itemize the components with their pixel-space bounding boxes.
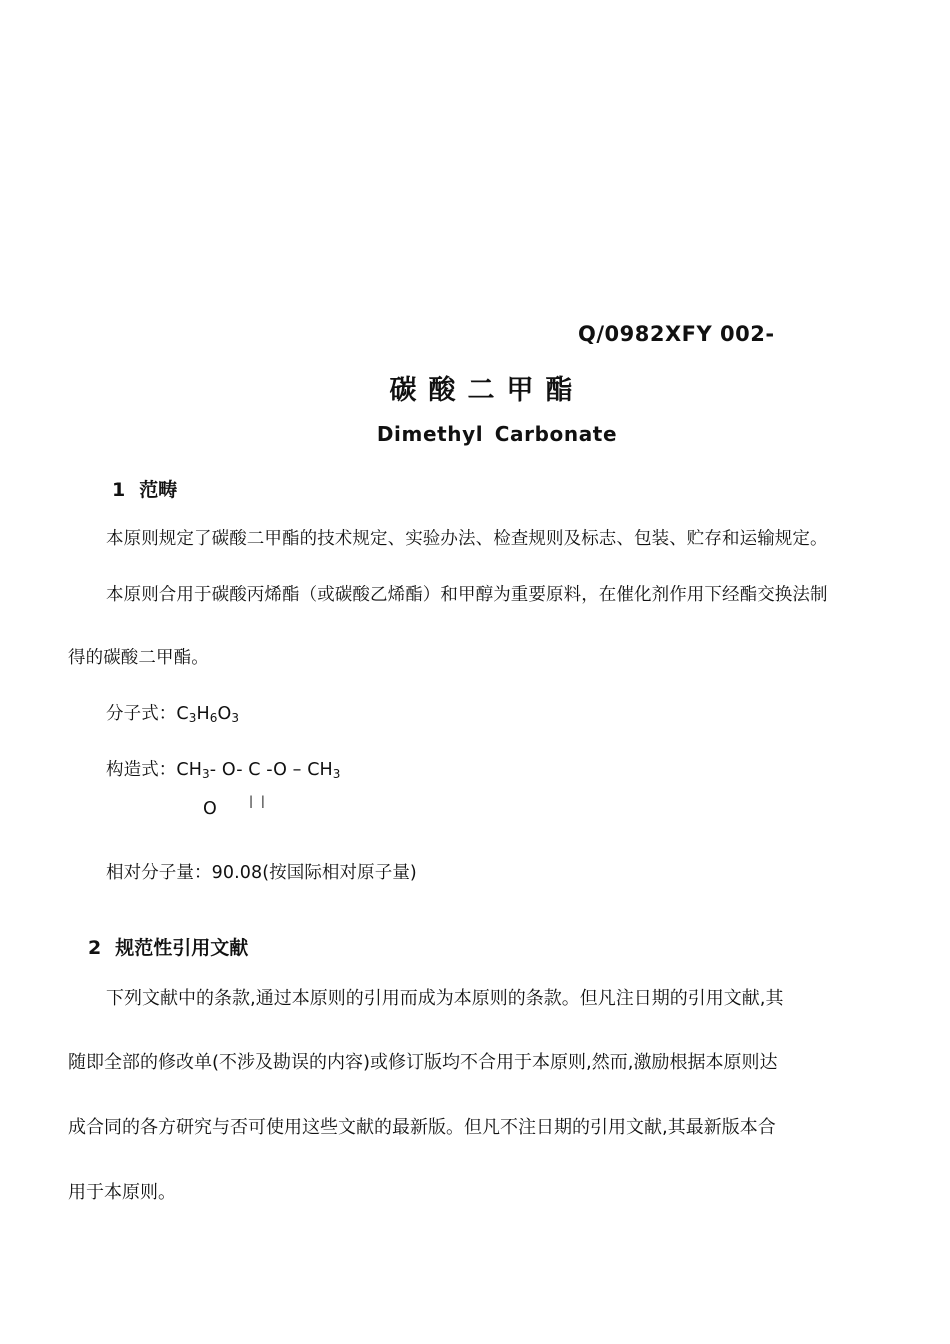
- section-1-heading: [112, 475, 177, 502]
- structural-formula: [106, 756, 341, 781]
- molecular-formula-label: 分子式：: [106, 704, 177, 724]
- references-line-4: 用于本原则。: [68, 1182, 176, 1203]
- molecular-formula: [106, 700, 239, 725]
- section-2-number: 2: [88, 937, 102, 959]
- structure-middle: - O- C -O – CH: [209, 760, 333, 780]
- formula-o: O: [217, 704, 232, 724]
- scope-paragraph-1: 本原则规定了碳酸二甲酯的技术规定、实验办法、检查规则及标志、包装、贮存和运输规定。: [106, 529, 828, 549]
- references-line-1: 下列文献中的条款,通过本原则的引用而成为本原则的条款。但凡注日期的引用文献,其: [106, 988, 784, 1009]
- structure-double-bond: | |: [249, 794, 267, 808]
- scope-paragraph-2-line-1: 本原则合用于碳酸丙烯酯（或碳酸乙烯酯）和甲醇为重要原料，在催化剂作用下经酯交换法制: [106, 585, 828, 605]
- formula-c: C: [176, 704, 189, 724]
- section-1-title: 范畴: [139, 479, 178, 501]
- section-2-heading: [88, 933, 248, 960]
- molecular-weight-value: 90.08(按国际相对原子量): [211, 863, 417, 883]
- formula-h-subscript: 6: [209, 711, 218, 725]
- structure-ch-right-subscript: 3: [332, 767, 341, 781]
- formula-c-subscript: 3: [188, 711, 197, 725]
- molecular-weight: [106, 859, 417, 884]
- structure-oxygen: O: [203, 799, 217, 819]
- section-2-title: 规范性引用文献: [115, 937, 249, 959]
- references-line-2: 随即全部的修改单(不涉及勘误的内容)或修订版均不合用于本原则,然而,激励根据本原则达: [68, 1052, 778, 1073]
- formula-o-subscript: 3: [231, 711, 240, 725]
- molecular-weight-label: 相对分子量：: [106, 863, 212, 883]
- structure-ch-left: CH: [176, 760, 202, 780]
- standard-code: Q/0982XFY 002-: [578, 322, 775, 346]
- document-title-chinese: 碳酸二甲酯: [389, 375, 585, 406]
- scope-paragraph-2-line-2: 得的碳酸二甲酯。: [68, 648, 209, 668]
- references-line-3: 成合同的各方研究与否可使用这些文献的最新版。但凡不注日期的引用文献,其最新版本合: [68, 1117, 776, 1138]
- structural-formula-label: 构造式：: [106, 760, 177, 780]
- formula-h: H: [196, 704, 210, 724]
- document-title-english: Dimethyl Carbonate: [376, 422, 618, 446]
- structure-ch-left-subscript: 3: [202, 767, 210, 781]
- section-1-number: 1: [112, 479, 126, 501]
